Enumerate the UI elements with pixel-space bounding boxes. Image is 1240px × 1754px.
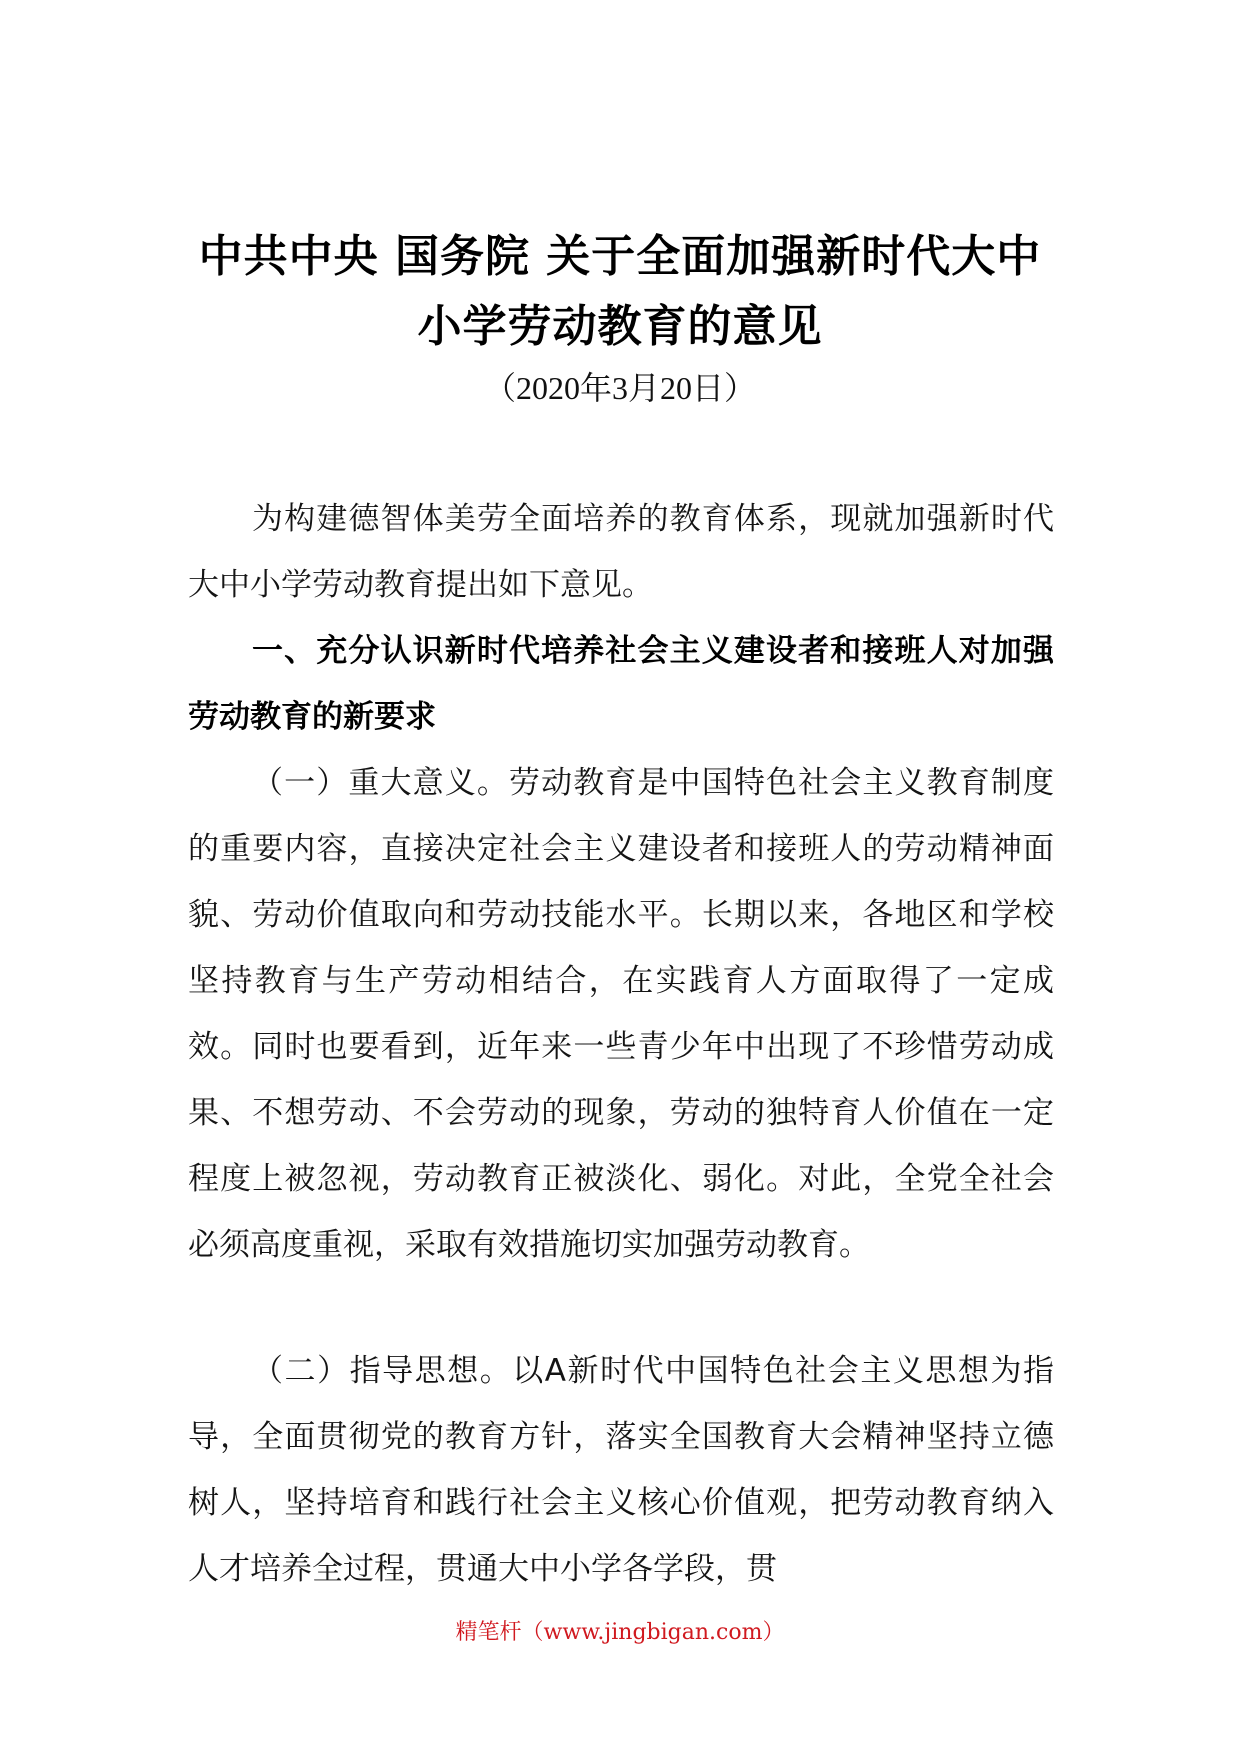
footer-watermark: 精笔杆（www.jingbigan.com）	[455, 1620, 785, 1645]
intro-paragraph: 为构建德智体美劳全面培养的教育体系，现就加强新时代大中小学劳动教育提出如下意见。	[188, 501, 1054, 603]
document-date: （2020年3月20日）	[483, 370, 756, 406]
document-title-line-2: 小学劳动教育的意见	[417, 301, 823, 352]
section-one-heading: 一、充分认识新时代培养社会主义建设者和接班人对加强劳动教育的新要求	[188, 633, 1054, 735]
document-title-line-1: 中共中央 国务院 关于全面加强新时代大中	[198, 231, 1042, 282]
paragraph-guiding-ideology: （二）指导思想。以A新时代中国特色社会主义思想为指导，全面贯彻党的教育方针，落实全国教育大会精神坚持立德树人，坚持培育和践行社会主义核心价值观，把劳动教育纳入人才培养全过程，贯通大中小学各学段，贯	[188, 1353, 1054, 1587]
paragraph-significance: （一）重大意义。劳动教育是中国特色社会主义教育制度的重要内容，直接决定社会主义建设者和接班人的劳动精神面貌、劳动价值取向和劳动技能水平。长期以来，各地区和学校坚持教育与生产劳动相结合，在实践育人方面取得了一定成效。同时也要看到，近年来一些青少年中出现了不珍惜劳动成果、不想劳动、不会劳动的现象，劳动的独特育人价值在一定程度上被忽视，劳动教育正被淡化、弱化。对此，全党全社会必须高度重视，采取有效措施切实加强劳动教育。	[188, 765, 1054, 1263]
